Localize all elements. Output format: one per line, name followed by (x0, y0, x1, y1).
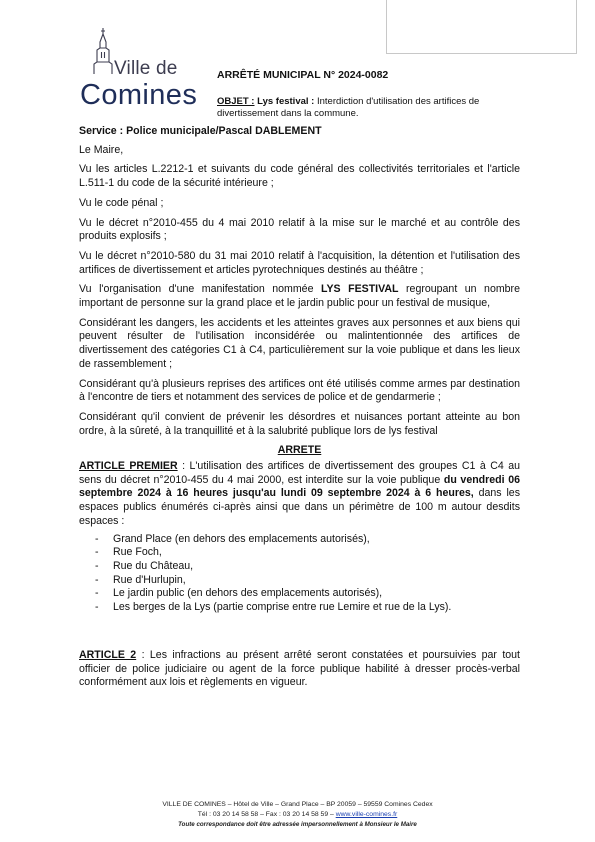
maire-line: Le Maire, (79, 143, 124, 156)
arrete-heading: ARRETE (277, 444, 322, 457)
vu5-start: Vu l'organisation d'une manifestation nommée (79, 283, 314, 296)
footer-note: Toute correspondance doit être adressée impersonnellement à Monsieur le Maire (178, 821, 417, 828)
vu5-end: regroupant un nombre important de personne sur la grand place et le jardin public pour un festival de musique, (79, 283, 520, 310)
website-link[interactable]: www.ville-comines.fr (335, 811, 398, 818)
considerant-paragraph-2: Considérant qu'à plusieurs reprises des artifices ont été utilisés comme armes par destination à l'encontre de tiers et notamment des services de police et de gendarmerie ; (79, 377, 520, 404)
article-1-text-c: dans les espaces publics énumérés ci-après ainsi que dans un périmètre de 100 m autour desdits espaces : (79, 487, 520, 527)
objet-subject: Lys festival : (257, 96, 315, 107)
considerant-paragraph-1: Considérant les dangers, les accidents et les atteintes graves aux personnes et aux biens qui peuvent résulter de l'utilisation inconsidérée ou malintentionnée des artifices de divertissement des catégories C1 à C4, particulièrement sur la voie publique et dans les lieux de rassemblement ; (79, 316, 520, 370)
list-item: - Rue Foch, (79, 546, 520, 560)
vu-paragraph-4: Vu le décret n°2010-580 du 31 mai 2010 relatif à l'acquisition, la détention et l'utilisation des artifices de divertissement et articles pyrotechniques destinés au théâtre ; (79, 249, 520, 276)
vu-paragraph-5 (79, 283, 520, 310)
registration-stamp-box (386, 0, 577, 54)
article-1 (79, 460, 520, 529)
footer-contact (0, 810, 595, 820)
article-2-text: : Les infractions au présent arrêté seront constatées et poursuivies par tout officier de police judiciaire ou agent de la force publique habilité à dresser procès-verbal conformément aux lois et règlements en vigueur. (79, 648, 520, 689)
logo-line-ville: Ville de (114, 58, 178, 79)
vu-paragraph-1: Vu les articles L.2212-1 et suivants du code général des collectivités territoriales et l'article L.511-1 du code de la sécurité intérieure ; (79, 163, 520, 190)
list-item: - Rue d'Hurlupin, (79, 574, 520, 588)
decree-subject (217, 96, 517, 120)
places-list (79, 533, 520, 615)
considerant-paragraph-3: Considérant qu'il convient de prévenir les désordres et nuisances portant atteinte au bon ordre, à la sûreté, à la tranquillité et à la salubrité publique lors de lys festival (79, 410, 520, 437)
article-2-label: ARTICLE 2 (79, 648, 137, 661)
list-item: - Grand Place (en dehors des emplacements autorisés), (79, 533, 520, 547)
list-item: - Les berges de la Lys (partie comprise entre rue Lemire et rue de la Lys). (79, 601, 520, 615)
footer-address: VILLE DE COMINES – Hôtel de Ville – Grand Place – BP 20059 – 59559 Comines Cedex (162, 801, 433, 808)
list-item: - Le jardin public (en dehors des emplacements autorisés), (79, 587, 520, 601)
objet-label: OBJET : (217, 96, 255, 107)
footer-phone-fax: Tél : 03 20 14 58 58 – Fax : 03 20 14 58 59 – (197, 811, 334, 818)
decree-title: ARRÊTÉ MUNICIPAL N° 2024-0082 (217, 69, 389, 81)
list-item: - Rue du Château, (79, 560, 520, 574)
objet-text: Interdiction d'utilisation des artifices de divertissement dans la commune. (217, 96, 480, 119)
page-footer (0, 800, 595, 830)
article-1-period: du vendredi 06 septembre 2024 à 16 heures jusqu'au lundi 09 septembre 2024 à 6 heures, (79, 473, 520, 500)
church-tower-icon (92, 28, 114, 74)
festival-name: LYS FESTIVAL (320, 283, 399, 296)
logo-line-comines: Comines (80, 79, 198, 111)
article-1-label: ARTICLE PREMIER (79, 460, 178, 473)
service-line: Service : Police municipale/Pascal DABLEMENT (79, 125, 322, 137)
article-2 (79, 649, 520, 690)
vu-paragraph-3: Vu le décret n°2010-455 du 4 mai 2010 relatif à la mise sur le marché et au contrôle des produits explosifs ; (79, 216, 520, 243)
city-logo (78, 28, 198, 111)
vu-paragraph-2: Vu le code pénal ; (79, 196, 164, 209)
article-1-text-a: : L'utilisation des artifices de divertissement des groupes C1 à C4 au sens du décret n°2010-455 du 4 mai 2000, est interdite sur la voie publique (79, 460, 520, 486)
decree-body (79, 125, 520, 696)
